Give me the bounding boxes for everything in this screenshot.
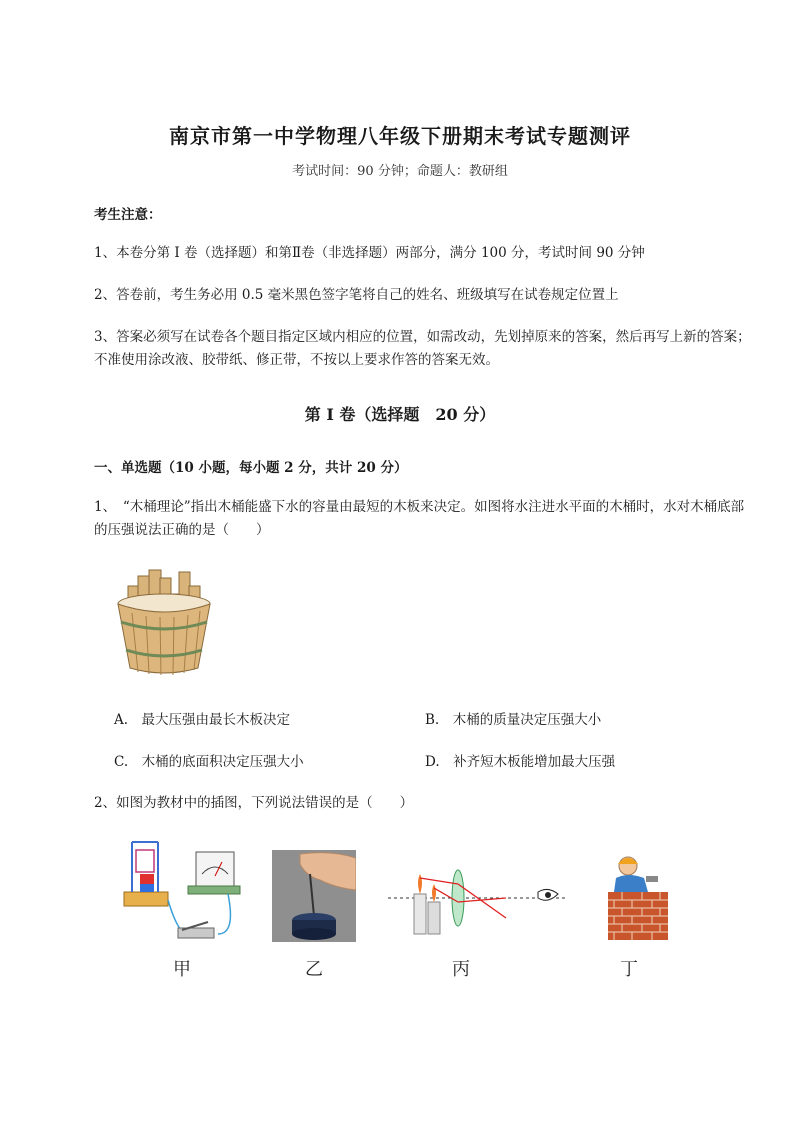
part-heading: 一、单选题（10 小题，每小题 2 分，共计 20 分） xyxy=(94,460,408,476)
option-b[interactable]: B. 木桶的质量决定压强大小 xyxy=(425,712,602,728)
page-title: 南京市第一中学物理八年级下册期末考试专题测评 xyxy=(169,124,631,148)
option-d[interactable]: D. 补齐短木板能增加最大压强 xyxy=(425,754,616,770)
option-c[interactable]: C. 木桶的底面积决定压强大小 xyxy=(114,754,304,770)
figure-label-ding: 丁 xyxy=(620,959,638,980)
notice-item-3: 3、答案必须写在试卷各个题目指定区域内相应的位置，如需改动，先划掉原来的答案，然后再写上新的答案；不准使用涂改液、胶带纸、修正带，不按以上要求作答的答案无效。 xyxy=(94,329,751,368)
section-title: 第 I 卷（选择题 20 分） xyxy=(304,405,496,424)
figure-label-bing: 丙 xyxy=(452,959,470,980)
question-1-stem: 1、 “木桶理论”指出木桶能盛下水的容量由最短的木板来决定。如图将水注进水平面的木桶时，水对木桶底部的压强说法正确的是（ ） xyxy=(94,499,745,538)
brick-wall-figure-ding xyxy=(604,852,670,942)
figure-label-yi: 乙 xyxy=(305,959,323,980)
notice-heading: 考生注意： xyxy=(94,207,162,223)
question-2-stem: 2、如图为教材中的插图，下列说法错误的是（ ） xyxy=(94,795,414,811)
notice-item-2: 2、答卷前，考生务必用 0.5 毫米黑色签字笔将自己的姓名、班级填写在试卷规定位置上 xyxy=(94,287,619,303)
pressure-figure-yi xyxy=(272,850,356,942)
figure-label-jia: 甲 xyxy=(173,959,191,980)
notice-item-1: 1、本卷分第 I 卷（选择题）和第Ⅱ卷（非选择题）两部分，满分 100 分，考试时间 90 分钟 xyxy=(94,245,645,261)
wooden-bucket-image xyxy=(108,568,218,680)
circuit-figure-jia xyxy=(118,838,248,948)
option-a[interactable]: A. 最大压强由最长木板决定 xyxy=(114,712,291,728)
lens-figure-bing xyxy=(388,858,566,944)
exam-info: 考试时间：90 分钟；命题人：教研组 xyxy=(292,164,508,179)
